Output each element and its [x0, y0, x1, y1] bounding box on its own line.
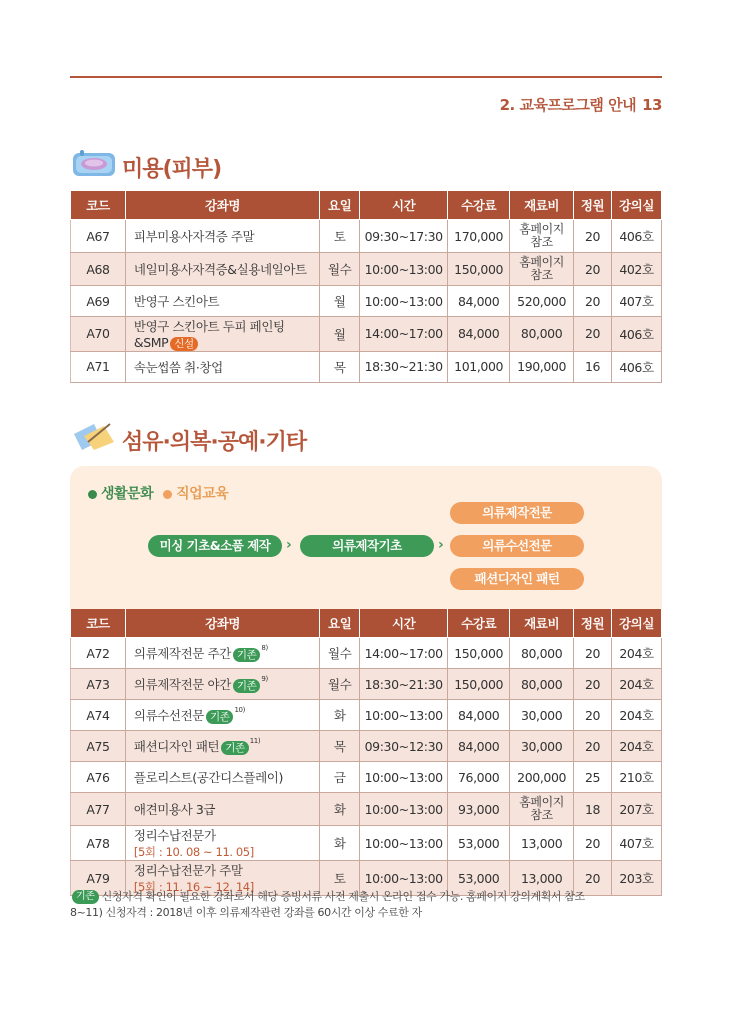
course-code: [71, 793, 126, 826]
table-header-row: [71, 191, 662, 220]
course-day: [320, 317, 360, 352]
course-day-text: 토: [333, 871, 346, 886]
course-room-text: 402호: [619, 262, 654, 277]
course-footnote-ref: 11): [249, 737, 261, 745]
course-fee: [448, 731, 510, 762]
course-code: [71, 700, 126, 731]
fabric-swatch-icon: [72, 422, 116, 458]
course-time: [360, 762, 448, 793]
course-fee: [448, 253, 510, 286]
course-time-text: 10:00~13:00: [364, 769, 443, 785]
course-name-text: 정리수납전문가 주말: [133, 863, 243, 878]
course-code: [71, 762, 126, 793]
course-day-text: 월: [333, 294, 346, 309]
course-time-text: 18:30~21:30: [364, 676, 443, 692]
course-tag-badge: 기존: [206, 710, 234, 724]
course-fee: [448, 317, 510, 352]
course-time: [360, 793, 448, 826]
top-rule: [70, 76, 662, 78]
course-capacity: [574, 351, 612, 382]
course-fee-text: 101,000: [454, 359, 504, 374]
flow-step-sewing-basics: 미싱 기초&소품 제작: [148, 535, 282, 557]
course-name-text: 피부미용사자격증 주말: [133, 229, 255, 244]
course-name: [125, 220, 319, 253]
course-fee-text: 150,000: [454, 676, 504, 692]
course-room-text: 210호: [619, 770, 654, 785]
course-material: [510, 286, 574, 317]
course-name-text: 패션디자인 패턴: [133, 739, 220, 754]
course-fee: [448, 220, 510, 253]
course-capacity: [574, 762, 612, 793]
course-material: [510, 351, 574, 382]
course-day-text: 월: [333, 326, 346, 342]
course-day: [320, 731, 360, 762]
table-row: [71, 731, 662, 762]
course-code: [71, 286, 126, 317]
flow-legend: [88, 483, 228, 503]
course-footnote-ref: 10): [234, 706, 245, 714]
course-code: [71, 638, 126, 669]
course-capacity: [574, 253, 612, 286]
flow-step-clothing-basics: 의류제작기초: [300, 535, 434, 557]
course-fee-text: 93,000: [457, 801, 500, 817]
course-schedule-note: [5회 : 10. 08 ~ 11. 05]: [133, 845, 254, 859]
course-day: [320, 793, 360, 826]
course-day: [320, 826, 360, 861]
course-time-text: 10:00~13:00: [364, 835, 443, 851]
course-time: [360, 638, 448, 669]
cosmetic-compact-icon: [72, 150, 116, 184]
column-header: 코드: [71, 609, 126, 638]
table-row: [71, 317, 662, 352]
course-code-text: A69: [86, 293, 110, 309]
course-capacity: [574, 638, 612, 669]
course-fee-text: 84,000: [457, 293, 500, 309]
course-room: [612, 638, 662, 669]
page-number: 13: [642, 96, 662, 114]
course-tag-badge: 기존: [233, 679, 261, 693]
course-day-text: 목: [333, 739, 346, 754]
course-time-text: 10:00~13:00: [364, 261, 443, 277]
table-row: [71, 351, 662, 382]
course-fee: [448, 793, 510, 826]
course-tag-badge: 신설: [170, 337, 198, 351]
flow-branch-clothing-pro: 의류제작전문: [450, 502, 584, 524]
course-code: [71, 669, 126, 700]
course-time: [360, 700, 448, 731]
page-header: [500, 94, 662, 115]
column-header: 강의실: [612, 609, 662, 638]
course-material: [510, 669, 574, 700]
course-material-text: 30,000: [520, 738, 563, 754]
course-room-text: 207호: [619, 802, 654, 817]
course-code-text: A72: [86, 645, 110, 661]
course-fee: [448, 762, 510, 793]
course-fee-text: 84,000: [457, 738, 500, 754]
table-row: [71, 826, 662, 861]
course-name: [125, 731, 319, 762]
course-capacity-text: 20: [585, 835, 601, 851]
course-name-text: 애견미용사 3급: [133, 802, 216, 817]
course-room-text: 204호: [619, 739, 654, 754]
course-room: [612, 317, 662, 352]
course-room: [612, 731, 662, 762]
course-material: [510, 220, 574, 253]
course-material-text: 홈페이지 참조: [519, 795, 564, 822]
footnote-2-text: 8~11) 신청자격 : 2018년 이후 의류제작관련 강좌를 60시간 이상 수료한 자: [70, 906, 422, 919]
course-time: [360, 220, 448, 253]
column-header: 수강료: [448, 609, 510, 638]
course-fee-text: 84,000: [457, 326, 500, 342]
course-fee-text: 84,000: [457, 707, 500, 723]
course-fee: [448, 638, 510, 669]
course-time: [360, 731, 448, 762]
course-name-text: 정리수납전문가: [133, 828, 216, 843]
course-time-text: 18:30~21:30: [364, 359, 443, 374]
course-time-text: 10:00~13:00: [364, 801, 443, 817]
course-material-text: 80,000: [520, 645, 563, 661]
course-capacity-text: 20: [585, 676, 601, 692]
course-time-text: 10:00~13:00: [364, 870, 443, 886]
course-material-text: 80,000: [520, 326, 563, 342]
course-room: [612, 861, 662, 896]
course-code-text: A67: [86, 228, 110, 244]
course-footnote-ref: 8): [261, 644, 268, 652]
course-material-text: 홈페이지 참조: [519, 222, 564, 249]
course-material-text: 520,000: [517, 293, 567, 309]
course-material: [510, 317, 574, 352]
course-code-text: A71: [86, 359, 110, 374]
course-code-text: A77: [86, 801, 110, 817]
course-day: [320, 253, 360, 286]
table-row: [71, 793, 662, 826]
course-code-text: A70: [86, 326, 110, 342]
course-name: [125, 351, 319, 382]
course-time-text: 09:30~12:30: [364, 738, 443, 754]
course-time-text: 14:00~17:00: [364, 645, 443, 661]
course-name-text: 의류제작전문 야간: [133, 677, 231, 692]
section2-title-text: 섬유·의복·공예·기타: [122, 429, 307, 455]
course-day: [320, 669, 360, 700]
flow-arrow-1-icon: ›: [286, 537, 292, 553]
course-room: [612, 793, 662, 826]
course-fee-text: 53,000: [457, 870, 500, 886]
course-time-text: 14:00~17:00: [364, 326, 443, 342]
course-capacity-text: 20: [585, 645, 601, 661]
legend-orange: [163, 486, 228, 502]
legend-green-label: 생활문화: [101, 486, 154, 502]
course-capacity: [574, 700, 612, 731]
course-day-text: 목: [333, 359, 346, 375]
footnote-1-text: 신청자격 확인이 필요한 강좌로서 해당 증빙서류 사전 제출시 온라인 접수 가능. 홈페이지 강의계획서 참조: [101, 890, 585, 903]
course-name-text: 반영구 스킨아트 두피 페인팅: [133, 319, 285, 334]
course-fee: [448, 700, 510, 731]
course-time: [360, 669, 448, 700]
course-code: [71, 220, 126, 253]
course-material: [510, 793, 574, 826]
course-capacity: [574, 826, 612, 861]
flow-branch-fashion-pattern: 패션디자인 패턴: [450, 568, 584, 590]
flow-arrow-2-icon: ›: [438, 537, 444, 553]
course-name-text: 플로리스트(공간디스플레이): [133, 770, 283, 785]
course-room-text: 407호: [619, 836, 654, 851]
course-time-text: 10:00~13:00: [364, 707, 443, 723]
course-room: [612, 700, 662, 731]
course-code: [71, 253, 126, 286]
footnote-2: [70, 904, 422, 920]
course-time: [360, 253, 448, 286]
course-capacity-text: 20: [584, 261, 601, 277]
course-day: [320, 762, 360, 793]
course-name: [125, 253, 319, 286]
course-code-text: A74: [86, 707, 110, 723]
course-day-text: 화: [333, 836, 346, 851]
column-header: 요일: [320, 609, 360, 638]
table-row: [71, 286, 662, 317]
table-row: [71, 220, 662, 253]
course-tag-badge: 기존: [221, 741, 249, 755]
course-material-text: 80,000: [520, 676, 563, 692]
course-fee: [448, 669, 510, 700]
course-capacity-text: 20: [584, 228, 601, 244]
course-day-text: 월수: [328, 646, 352, 661]
course-table-beauty: [70, 191, 662, 383]
column-header: 정원: [574, 191, 612, 220]
column-header: 강좌명: [125, 609, 319, 638]
course-name: [125, 286, 319, 317]
course-day: [320, 220, 360, 253]
course-name: [125, 826, 319, 861]
course-room-text: 407호: [619, 294, 654, 309]
course-material-text: 홈페이지 참조: [519, 255, 564, 282]
course-name: [125, 669, 319, 700]
course-name-text: 의류제작전문 주간: [133, 646, 231, 661]
course-room: [612, 220, 662, 253]
course-fee-text: 150,000: [454, 645, 504, 661]
course-time: [360, 317, 448, 352]
legend-orange-label: 직업교육: [176, 486, 229, 502]
course-capacity: [574, 793, 612, 826]
course-fee-text: 170,000: [454, 228, 504, 244]
course-material: [510, 731, 574, 762]
course-code-text: A79: [86, 870, 110, 886]
course-table-textile: [70, 609, 662, 896]
course-fee: [448, 826, 510, 861]
legend-green: [88, 486, 153, 502]
course-room-text: 204호: [619, 646, 654, 661]
flow-branch-repair-pro: 의류수선전문: [450, 535, 584, 557]
course-name-text: 의류수선전문: [133, 708, 204, 723]
course-capacity-text: 20: [585, 707, 601, 723]
course-day-text: 월수: [328, 262, 352, 277]
course-capacity: [574, 669, 612, 700]
course-material-text: 200,000: [517, 769, 567, 785]
course-material-text: 13,000: [520, 870, 563, 886]
table-row: [71, 669, 662, 700]
course-code-text: A68: [86, 261, 110, 277]
course-fee: [448, 286, 510, 317]
course-code-text: A75: [86, 738, 110, 754]
course-day-text: 토: [333, 229, 346, 244]
course-time: [360, 826, 448, 861]
course-room-text: 406호: [619, 229, 654, 244]
course-name: [125, 317, 319, 352]
column-header: 요일: [320, 191, 360, 220]
course-capacity-text: 20: [585, 738, 601, 754]
course-room: [612, 669, 662, 700]
table-header-row: [71, 609, 662, 638]
course-time-text: 10:00~13:00: [364, 293, 443, 309]
header-title: 2. 교육프로그램 안내: [499, 96, 637, 114]
course-name-text: 반영구 스킨아트: [133, 294, 220, 309]
course-room: [612, 762, 662, 793]
legend-orange-dot: [163, 490, 172, 499]
course-material-text: 13,000: [520, 835, 563, 851]
table-row: [71, 638, 662, 669]
course-time-text: 09:30~17:30: [364, 228, 443, 244]
course-fee-text: 76,000: [457, 769, 500, 785]
course-capacity: [574, 286, 612, 317]
course-time: [360, 286, 448, 317]
course-code: [71, 731, 126, 762]
course-capacity: [574, 317, 612, 352]
course-name: [125, 638, 319, 669]
course-room: [612, 286, 662, 317]
course-name-line2: &SMP: [133, 335, 169, 350]
course-fee-text: 150,000: [454, 261, 504, 277]
course-code-text: A78: [86, 835, 110, 851]
column-header: 수강료: [448, 191, 510, 220]
course-tag-badge: 기존: [233, 648, 261, 662]
course-day: [320, 286, 360, 317]
footnote-tag: 기존: [72, 890, 99, 904]
course-capacity: [574, 220, 612, 253]
column-header: 강좌명: [125, 191, 319, 220]
course-name: [125, 762, 319, 793]
course-capacity-text: 20: [585, 870, 601, 886]
column-header: 강의실: [612, 191, 662, 220]
course-footnote-ref: 9): [261, 675, 268, 683]
section2-title: [72, 422, 306, 458]
course-code: [71, 826, 126, 861]
course-room: [612, 351, 662, 382]
column-header: 재료비: [510, 191, 574, 220]
course-name: [125, 700, 319, 731]
course-material: [510, 700, 574, 731]
course-room-text: 406호: [619, 359, 654, 375]
section1-title: [72, 150, 221, 184]
table-row: [71, 762, 662, 793]
course-room-text: 406호: [619, 326, 654, 342]
course-room-text: 204호: [619, 708, 654, 723]
course-schedule-note: [5회 : 11. 16 ~ 12. 14]: [133, 880, 254, 894]
course-room: [612, 826, 662, 861]
column-header: 시간: [360, 609, 448, 638]
course-material-text: 190,000: [517, 359, 567, 374]
course-fee: [448, 351, 510, 382]
course-code: [71, 317, 126, 352]
course-capacity-text: 20: [584, 293, 601, 309]
course-name-text: 속눈썹씀 취·창업: [133, 359, 223, 375]
course-material-text: 30,000: [520, 707, 563, 723]
table-row: [71, 253, 662, 286]
course-capacity-text: 20: [584, 326, 601, 342]
course-room-text: 203호: [619, 871, 654, 886]
course-day-text: 화: [333, 802, 346, 817]
course-capacity: [574, 731, 612, 762]
course-day: [320, 700, 360, 731]
course-capacity-text: 25: [585, 769, 601, 785]
column-header: 재료비: [510, 609, 574, 638]
course-time: [360, 351, 448, 382]
course-day-text: 화: [333, 708, 346, 723]
course-material: [510, 762, 574, 793]
course-room-text: 204호: [619, 677, 654, 692]
table-row: [71, 700, 662, 731]
footnote-1: [70, 888, 585, 904]
course-day-text: 월수: [328, 677, 352, 692]
section1-title-text: 미용(피부): [122, 156, 222, 182]
legend-green-dot: [88, 490, 97, 499]
course-room: [612, 253, 662, 286]
column-header: 정원: [574, 609, 612, 638]
course-capacity-text: 18: [585, 801, 601, 817]
course-code-text: A76: [86, 769, 110, 785]
column-header: 코드: [71, 191, 126, 220]
course-material: [510, 253, 574, 286]
course-capacity-text: 16: [584, 359, 601, 374]
course-material: [510, 826, 574, 861]
column-header: 시간: [360, 191, 448, 220]
course-name-text: 네일미용사자격증&실용네일아트: [133, 262, 307, 277]
course-day: [320, 638, 360, 669]
course-name: [125, 793, 319, 826]
course-material: [510, 638, 574, 669]
course-day-text: 금: [333, 770, 346, 785]
course-day: [320, 351, 360, 382]
course-code-text: A73: [86, 676, 110, 692]
course-code: [71, 351, 126, 382]
course-fee-text: 53,000: [457, 835, 500, 851]
